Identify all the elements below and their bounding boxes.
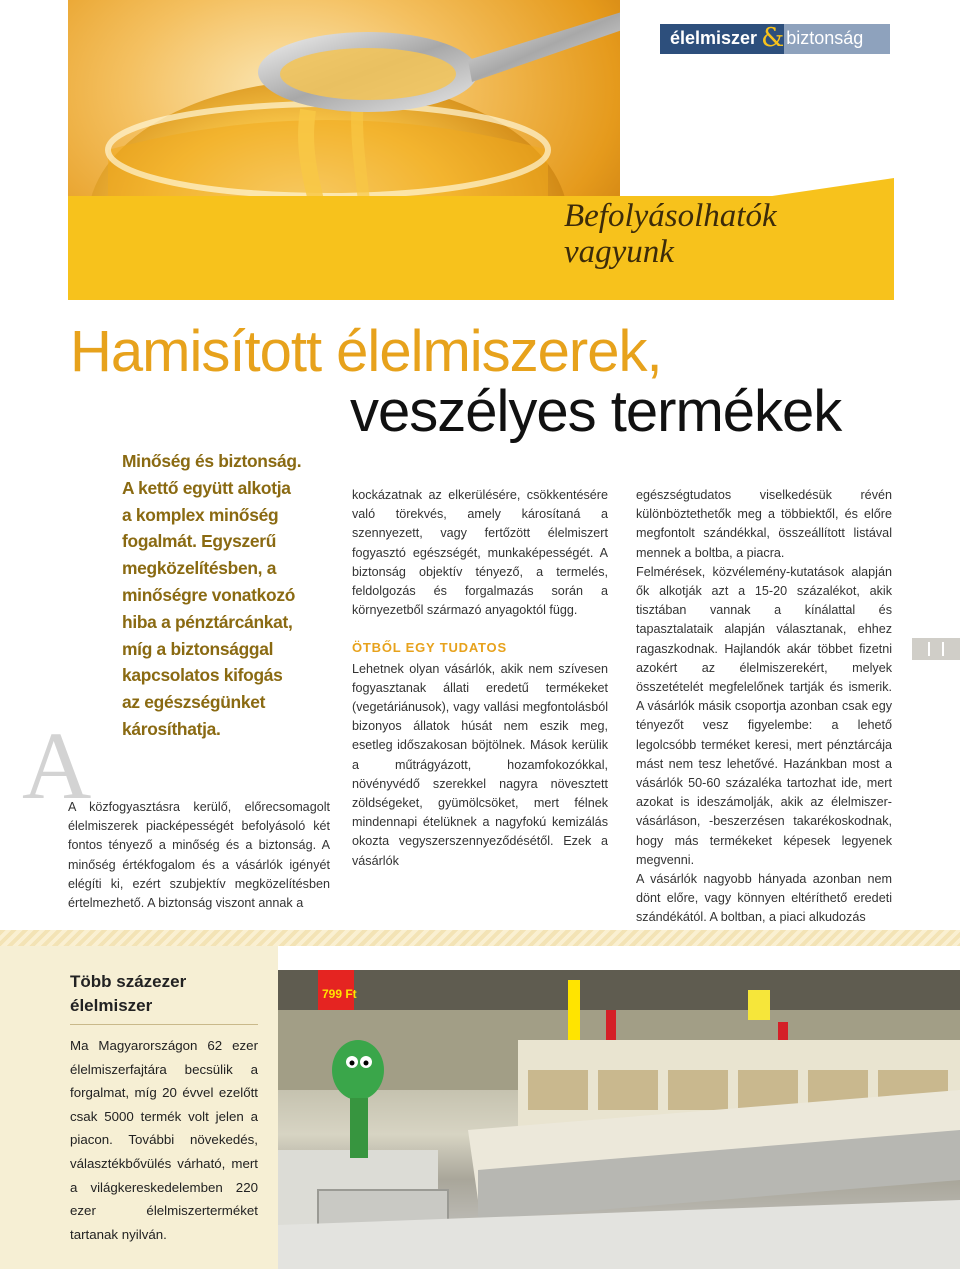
sidebar-rule <box>70 1024 258 1025</box>
column-1-text: A közfogyasztásra kerülő, előrecsomagolt élelmiszerek piacképességét befolyásoló két fontos tényező a minőség és a biztonság. A minőség értékfogalom és a vásárlók igényét elégíti ki, ezért szubjektív megközelítésben értelmezhető. A biztonság viszont annak a <box>68 800 330 911</box>
intro-lead: Minőség és biztonság. A kettő együtt alkotja a komplex minőség fogalmát. Egyszerű megközelítésben, a minőségre vonatkozó hiba a pénztárcánkat, míg a biztonsággal kapcsolatos kifogás az egészségünket károsíthatja. <box>122 451 302 739</box>
price-sign-text: 799 Ft <box>322 987 357 1001</box>
column-2 <box>352 486 608 871</box>
sidebar-title: Több százezer élelmiszer <box>70 972 187 1015</box>
sidebar-body: Ma Magyarországon 62 ezer élelmiszerfajtára becsülik a forgalmat, míg 20 évvel ezelőtt csak 5000 termék volt jelen a piacon. További növekedés, választékbővülés várható, mert a világkereskedelemben 220 ezer élelmiszerterméket tartanak nyilván. <box>70 1038 258 1242</box>
section-divider <box>0 930 960 946</box>
brand-part1: élelmiszer <box>660 24 761 54</box>
dropcap: A <box>22 712 92 819</box>
brand-logo <box>660 24 890 54</box>
column-3-paragraph-2: Felmérések, közvélemény-kutatások alapján ők alkotják azt a 15-20 százalékot, akik tisztában vannak a kínálattal és tapasztalataik alapján választanak, ehhez ragaszkodnak. Hajlandók akár többet fizetni azokért az élelmiszerekért, melyek összetételét megfelelőnek tartják és ismerik. A vásárlók másik csoportja azonban csak egy tényezőt vesz figyelembe: a lehető legolcsóbb terméket keresi, mert pénztárcája mást nem tesz lehetővé. Hazánkban most a vásárlók 50-60 százaléka tartozhat ide, mert azokat is ideszámolják, akik az élelmiszer-vásárláson, -beszerzésen takarékoskodnak, hogy más termékeket képesek legyenek megvenni. <box>636 564 892 867</box>
page-edge-tab <box>912 638 960 660</box>
supermarket-photo <box>278 970 960 1269</box>
column-3-paragraph-3: A vásárlók nagyobb hányada azonban nem dönt előre, vagy könnyen eltéríthető eredeti szándékától. A boltban, a piaci alkudozás <box>636 872 892 925</box>
column-2-paragraph-1: kockázatnak az elkerülésére, csökkentésére való törekvés, amely károsítaná a szennyezett, vagy fertőzött élelmiszert fogyasztó egészségét, munkaképességét. A biztonság objektív tényező, a termelés, feldolgozás és forgalmazás során a környezetből származó anyagoktól függ. <box>352 488 608 618</box>
kicker: Befolyásolhatók vagyunk <box>564 198 777 270</box>
brand-ampersand: & <box>761 23 785 53</box>
column-3-paragraph-1: egészségtudatos viselkedésük révén különböztethetők meg a többiektől, és előre megfontolt szándékkal, összeállított listával mennek a boltba, a piacra. <box>636 488 892 560</box>
column-1 <box>68 798 330 913</box>
column-2-paragraph-2: Lehetnek olyan vásárlók, akik nem szívesen fogyasztanak állati eredetű termékeket (vegetáriánusok), vagy vallási megfontolásból bizonyos állatok húsát nem eszik meg, esetleg időszakosan böjtölnek. Mások kerülik a műtrágyázott, hozamfokozókkal, növényvédő szerekkel nagyra növesztett zöldségeket, gyümölcsöket, mert félnek mindennapi ételüknek a nagyfokú kemizálás okozta vegyszerszennyeződésétől. Ezek a vásárlók <box>352 661 608 868</box>
subheading: ÖTBŐL EGY TUDATOS <box>352 640 507 656</box>
headline-line2: veszélyes termékek <box>350 379 842 444</box>
headline-line1: Hamisított élelmiszerek, <box>70 319 662 384</box>
brand-part2: biztonság <box>784 24 890 54</box>
column-3 <box>636 486 892 928</box>
